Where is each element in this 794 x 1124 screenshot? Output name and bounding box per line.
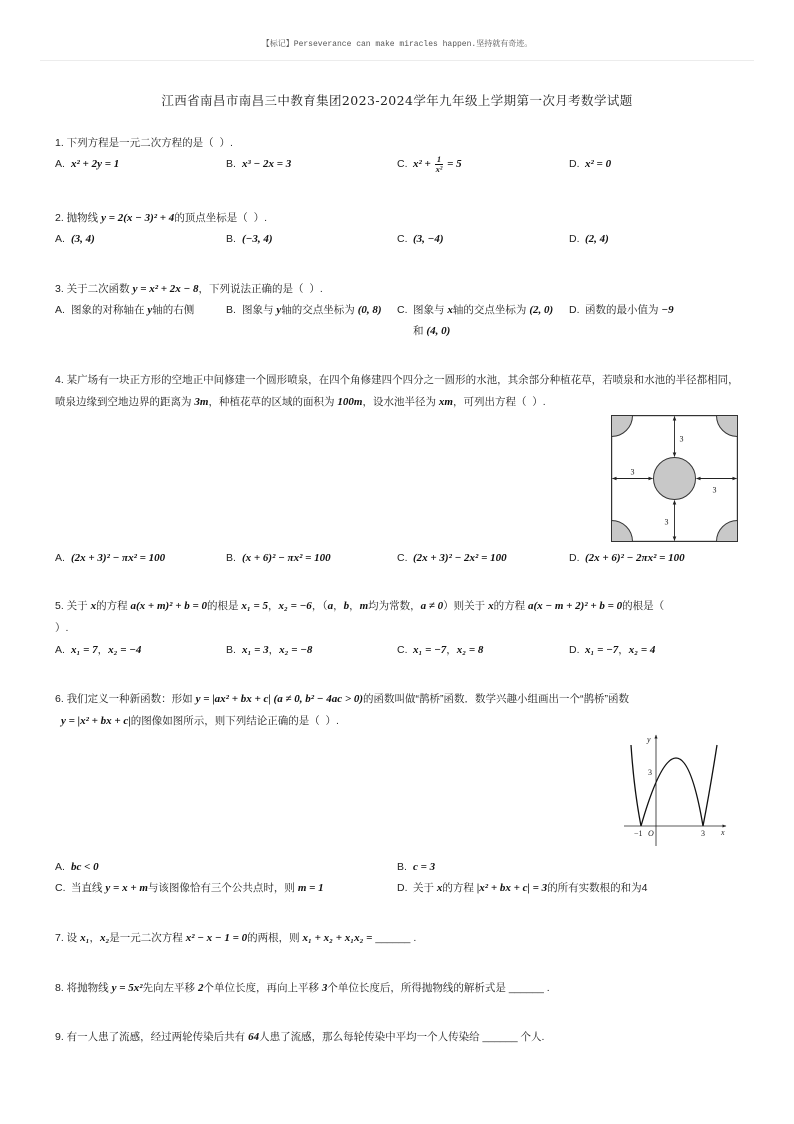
- question-3-option-a: [55, 300, 194, 321]
- math-expression: = 5: [444, 158, 462, 170]
- question-1-stem: [55, 133, 775, 155]
- math-expression: c = 3: [413, 861, 436, 873]
- text-line: [242, 229, 273, 250]
- question-1-option-a: [55, 154, 119, 175]
- text-line: [71, 640, 141, 661]
- question-text: 的方程: [96, 600, 131, 612]
- question-1-option-b: [226, 154, 291, 175]
- text-lines: [71, 857, 99, 878]
- option-label: A.: [55, 158, 65, 170]
- question-text: ，: [446, 644, 457, 656]
- text-line: [242, 548, 331, 569]
- math-expression: (4, 0): [426, 325, 451, 337]
- option-label: B.: [226, 158, 236, 170]
- math-expression: a(x + m)² + b = 0: [130, 600, 207, 612]
- question-text: ，（: [311, 600, 328, 612]
- math-expression: y: [276, 304, 282, 316]
- math-expression: x₂ = 4: [628, 644, 656, 656]
- text-lines: [413, 548, 507, 569]
- text-line: [242, 300, 382, 321]
- option-label: B.: [397, 861, 407, 873]
- math-expression: x³ − 2x = 3: [242, 158, 292, 170]
- question-text: 是一元二次方程: [109, 932, 186, 944]
- text-line: [55, 370, 775, 392]
- question-text: 当直线: [71, 882, 106, 894]
- question-text: ，: [333, 600, 344, 612]
- question-text: 5. 关于: [55, 600, 91, 612]
- question-text: 轴的交点坐标为: [452, 304, 530, 316]
- text-line: [413, 640, 483, 661]
- question-9-stem: [55, 1027, 775, 1049]
- question-text: ，种植花草的区域的面积为: [208, 395, 338, 408]
- question-text: ，下列说法正确的是（ ）.: [198, 283, 323, 295]
- distance-label-right: 3: [712, 485, 717, 495]
- question-text: 先向左平移: [142, 982, 198, 994]
- text-line: [55, 596, 775, 618]
- text-line: [55, 133, 775, 155]
- math-expression: a: [327, 600, 334, 612]
- question-4-option-b: [226, 548, 331, 569]
- text-lines: [55, 689, 775, 732]
- distance-label-bottom: 3: [664, 517, 669, 527]
- question-text: 的方程: [493, 600, 529, 612]
- math-expression: 100m: [337, 395, 363, 408]
- math-expression: (2x + 3)² − 2x² = 100: [413, 552, 507, 564]
- option-label: B.: [226, 552, 236, 564]
- question-6-stem: [55, 689, 775, 732]
- math-expression: x: [436, 882, 443, 894]
- math-expression: bc < 0: [71, 861, 99, 873]
- math-expression: x₁ = 7: [71, 644, 98, 656]
- option-label: D.: [569, 552, 580, 564]
- question-text: 1. 下列方程是一元二次方程的是（ ）.: [55, 137, 233, 149]
- text-line: [55, 618, 775, 640]
- text-line: [585, 548, 685, 569]
- question-3-options: [55, 300, 755, 343]
- question-text: 与该图像恰有三个公共点时，则: [147, 882, 298, 894]
- option-label: B.: [226, 304, 236, 316]
- question-text: ）.: [55, 621, 69, 634]
- question-text: 9. 有一人患了流感，经过两轮传染后共有: [55, 1031, 249, 1043]
- math-expression: (2, 4): [585, 233, 609, 245]
- question-text: 7. 设: [55, 932, 81, 944]
- question-6-option-c: [55, 878, 324, 899]
- math-expression: x₂ = −4: [108, 644, 142, 656]
- option-label: B.: [226, 233, 236, 245]
- text-lines: [71, 300, 194, 321]
- math-expression: x₁ = −7: [585, 644, 619, 656]
- text-line: [71, 857, 99, 878]
- text-line: [71, 548, 165, 569]
- y-tick-label-3: 3: [648, 768, 652, 777]
- text-lines: [55, 208, 775, 230]
- text-line: [71, 878, 324, 899]
- math-expression: x₂ = −8: [279, 644, 313, 656]
- text-line: [242, 154, 291, 175]
- center-fountain: [654, 458, 696, 500]
- text-line: [413, 857, 435, 878]
- option-label: C.: [397, 158, 408, 170]
- question-2-option-d: [569, 229, 609, 250]
- text-line: [585, 154, 611, 175]
- question-text: ，: [349, 600, 360, 612]
- question-4-option-d: [569, 548, 685, 569]
- header-divider: [40, 60, 754, 61]
- text-lines: [413, 640, 483, 661]
- text-line: [585, 229, 609, 250]
- x-tick-label-3: 3: [701, 829, 705, 838]
- text-line: [55, 978, 775, 1000]
- question-text: 函数的最小值为: [585, 304, 662, 316]
- text-lines: [55, 928, 775, 950]
- math-expression: y: [147, 304, 153, 316]
- question-text: ，可列出方程（ ）.: [452, 395, 546, 408]
- question-3-option-c: [397, 300, 553, 342]
- math-expression: x² + 2y = 1: [71, 158, 120, 170]
- question-text: 6. 我们定义一种新函数：形如: [55, 693, 196, 705]
- question-text: 的方程: [442, 882, 477, 894]
- math-expression: x: [447, 304, 453, 316]
- text-lines: [55, 370, 775, 413]
- question-2-option-c: [397, 229, 444, 250]
- text-lines: [242, 300, 382, 321]
- math-expression: (0, 8): [357, 304, 382, 316]
- answer-blank: ______: [375, 932, 411, 944]
- text-lines: [413, 154, 462, 175]
- option-label: B.: [226, 644, 236, 656]
- question-text: 个人.: [517, 1031, 545, 1043]
- question-2-stem: [55, 208, 775, 230]
- math-expression: m: [359, 600, 369, 612]
- distance-label-left: 3: [630, 467, 635, 477]
- q4-figure-plaza-diagram: [611, 415, 738, 542]
- math-expression: x: [488, 600, 494, 612]
- text-lines: [55, 1027, 775, 1049]
- question-5-stem: [55, 596, 775, 639]
- question-text: 个单位长度，再向上平移: [203, 982, 322, 994]
- text-lines: [585, 640, 655, 661]
- option-label: C.: [397, 233, 408, 245]
- option-label: C.: [397, 644, 408, 656]
- question-text: 4. 某广场有一块正方形的空地正中间修建一个圆形喷泉，在四个角修建四个四分之一圆形的水池，其余部分种植花草，若喷泉和水池的半径都相同，: [55, 374, 739, 386]
- question-4-option-c: [397, 548, 507, 569]
- text-lines: [55, 279, 775, 301]
- text-lines: [242, 154, 291, 175]
- question-text: 人患了流感，那么每轮传染中平均一个人传染给: [259, 1031, 483, 1043]
- text-line: [55, 689, 775, 711]
- text-lines: [55, 978, 775, 1000]
- text-line: [585, 300, 674, 321]
- question-8-stem: [55, 978, 775, 1000]
- question-text: 2. 抛物线: [55, 212, 102, 224]
- text-line: [413, 229, 444, 250]
- text-line: [413, 154, 462, 175]
- x-axis-label: x: [721, 828, 725, 837]
- text-lines: [55, 133, 775, 155]
- text-line: [413, 321, 553, 342]
- math-expression: 64: [248, 1031, 260, 1043]
- question-text: 的顶点坐标是（ ）.: [174, 212, 268, 224]
- question-5-option-b: [226, 640, 312, 661]
- text-line: [55, 711, 775, 733]
- math-expression: 3m: [194, 395, 209, 408]
- question-text: 均为常数，: [368, 600, 421, 612]
- text-line: [413, 300, 553, 321]
- option-label: A.: [55, 644, 65, 656]
- graph-curve: [631, 745, 717, 826]
- math-expression: y = x + m: [105, 882, 148, 894]
- page-title: 江西省南昌市南昌三中教育集团2023-2024学年九年级上学期第一次月考数学试题: [161, 93, 633, 108]
- text-line: [71, 229, 95, 250]
- math-expression: x² +: [413, 158, 434, 170]
- question-text: 8. 将抛物线: [55, 982, 112, 994]
- question-text: ，: [89, 932, 100, 944]
- text-line: [71, 154, 119, 175]
- text-lines: [413, 878, 648, 899]
- text-lines: [242, 229, 273, 250]
- text-lines: [71, 154, 119, 175]
- option-label: A.: [55, 233, 65, 245]
- question-4-options: [55, 548, 755, 591]
- question-text: 图象与: [413, 304, 448, 316]
- math-expression: (−3, 4): [242, 233, 273, 245]
- question-text: 轴的交点坐标为: [281, 304, 358, 316]
- answer-blank: ______: [482, 1031, 518, 1043]
- question-1-option-c: [397, 154, 462, 175]
- math-expression: b: [343, 600, 350, 612]
- math-expression: (3, −4): [413, 233, 444, 245]
- question-text: ，: [268, 644, 280, 656]
- text-line: [242, 640, 312, 661]
- question-text: 的图像如图所示，则下列结论正确的是（ ）.: [130, 714, 339, 727]
- text-lines: [585, 548, 685, 569]
- distance-label-top: 3: [679, 434, 684, 444]
- text-lines: [413, 300, 553, 342]
- text-line: [55, 208, 775, 230]
- question-4-option-a: [55, 548, 165, 569]
- math-expression: |x² + bx + c| = 3: [476, 882, 548, 894]
- math-expression: x₁: [80, 932, 90, 944]
- math-expression: x₂ = −6: [278, 600, 312, 612]
- option-label: A.: [55, 552, 65, 564]
- question-5-option-c: [397, 640, 483, 661]
- question-6-options: [55, 857, 755, 900]
- question-text: .: [410, 932, 417, 944]
- math-expression: x₁ = 3: [242, 644, 269, 656]
- question-text: 喷泉边缘到空地边界的距离为: [55, 395, 195, 408]
- math-expression: x₁ = 5: [241, 600, 269, 612]
- math-expression: m = 1: [297, 882, 324, 894]
- math-expression: x: [90, 600, 97, 612]
- text-lines: [413, 229, 444, 250]
- text-lines: [585, 300, 674, 321]
- question-3-option-d: [569, 300, 674, 321]
- question-text: ，: [268, 600, 279, 612]
- question-5-options: [55, 640, 755, 683]
- question-7-stem: [55, 928, 775, 950]
- option-label: A.: [55, 304, 65, 316]
- math-expression: y = |x² + bx + c|: [61, 714, 131, 727]
- q6-function-graph: [620, 730, 732, 850]
- text-line: [585, 640, 655, 661]
- math-expression: a ≠ 0: [420, 600, 444, 612]
- question-text: 轴的右侧: [152, 304, 195, 316]
- math-expression: y = 5x²: [111, 982, 143, 994]
- math-expression: −9: [661, 304, 674, 316]
- math-expression: xm: [438, 395, 453, 408]
- math-expression: (2, 0): [529, 304, 554, 316]
- question-text: .: [543, 982, 550, 994]
- y-axis-label: y: [647, 735, 651, 744]
- option-label: D.: [397, 882, 408, 894]
- option-label: A.: [55, 861, 65, 873]
- option-label: D.: [569, 158, 580, 170]
- text-line: [55, 392, 775, 414]
- option-label: D.: [569, 233, 580, 245]
- question-1-option-d: [569, 154, 611, 175]
- question-text: 3. 关于二次函数: [55, 283, 133, 295]
- option-label: C.: [397, 552, 408, 564]
- option-label: D.: [569, 644, 580, 656]
- text-line: [55, 1027, 775, 1049]
- text-lines: [585, 154, 611, 175]
- question-6-option-b: [397, 857, 435, 878]
- text-line: [55, 279, 775, 301]
- question-text: 的根是: [207, 600, 242, 612]
- origin-label: O: [648, 829, 654, 838]
- answer-blank: ______: [508, 982, 544, 994]
- question-4-stem: [55, 370, 775, 413]
- text-line: [55, 928, 775, 950]
- option-label: D.: [569, 304, 580, 316]
- text-line: [413, 548, 507, 569]
- math-expression: 3: [321, 982, 328, 994]
- text-lines: [413, 857, 435, 878]
- fraction: [435, 155, 444, 174]
- question-text: ，设水池半径为: [362, 395, 439, 408]
- question-text: 的根是（: [622, 600, 665, 612]
- text-lines: [71, 229, 95, 250]
- text-line: [413, 878, 648, 899]
- question-text: 图象与: [242, 304, 277, 316]
- fraction-numerator: 1: [435, 155, 444, 165]
- question-3-option-b: [226, 300, 382, 321]
- question-text: 的所有实数根的和为4: [547, 882, 648, 894]
- math-expression: x₂ = 8: [456, 644, 484, 656]
- question-5-option-a: [55, 640, 141, 661]
- question-text: 的函数叫做“鹊桥”函数．数学兴趣小组画出一个“鹊桥”函数: [363, 693, 630, 705]
- math-expression: x₂: [99, 932, 110, 944]
- question-text: 和: [413, 325, 427, 337]
- question-text: 的两根，则: [247, 932, 303, 944]
- math-expression: x₁ + x₂ + x₁x₂ =: [302, 932, 373, 944]
- question-text: ，: [618, 644, 629, 656]
- question-text: ）则关于: [443, 600, 489, 612]
- text-lines: [71, 640, 141, 661]
- text-lines: [55, 596, 775, 639]
- math-expression: y = 2(x − 3)² + 4: [101, 212, 175, 224]
- question-2-option-b: [226, 229, 273, 250]
- option-label: C.: [397, 304, 408, 316]
- fraction-denominator: x²: [435, 163, 443, 174]
- question-2-options: [55, 229, 755, 272]
- math-expression: x² − x − 1 = 0: [185, 932, 248, 944]
- math-expression: (2x + 3)² − πx² = 100: [71, 552, 166, 564]
- text-line: [71, 300, 194, 321]
- question-2-option-a: [55, 229, 95, 250]
- question-text: ，: [97, 644, 109, 656]
- math-expression: y = |ax² + bx + c| (a ≠ 0, b² − 4ac > 0): [195, 693, 364, 705]
- text-lines: [71, 548, 165, 569]
- x-tick-label-neg1: −1: [634, 829, 643, 838]
- math-expression: (2x + 6)² − 2πx² = 100: [585, 552, 685, 564]
- math-expression: y = x² + 2x − 8: [132, 283, 199, 295]
- question-6-option-a: [55, 857, 99, 878]
- text-lines: [242, 640, 312, 661]
- math-expression: x₁ = −7: [413, 644, 447, 656]
- question-text: 关于: [413, 882, 437, 894]
- text-lines: [71, 878, 324, 899]
- question-3-stem: [55, 279, 775, 301]
- question-1-options: [55, 154, 755, 197]
- option-label: C.: [55, 882, 66, 894]
- question-text: 图象的对称轴在: [71, 304, 148, 316]
- math-expression: 2: [197, 982, 204, 994]
- text-lines: [242, 548, 331, 569]
- math-expression: a(x − m + 2)² + b = 0: [528, 600, 623, 612]
- question-6-option-d: [397, 878, 648, 899]
- math-expression: (3, 4): [71, 233, 95, 245]
- question-5-option-d: [569, 640, 655, 661]
- page-header-banner: 【标记】Perseverance can make miracles happen.坚持就有奇迹。: [261, 40, 533, 49]
- question-text: 个单位长度后，所得抛物线的解析式是: [327, 982, 509, 994]
- math-expression: x² = 0: [585, 158, 612, 170]
- math-expression: (x + 6)² − πx² = 100: [242, 552, 331, 564]
- text-lines: [585, 229, 609, 250]
